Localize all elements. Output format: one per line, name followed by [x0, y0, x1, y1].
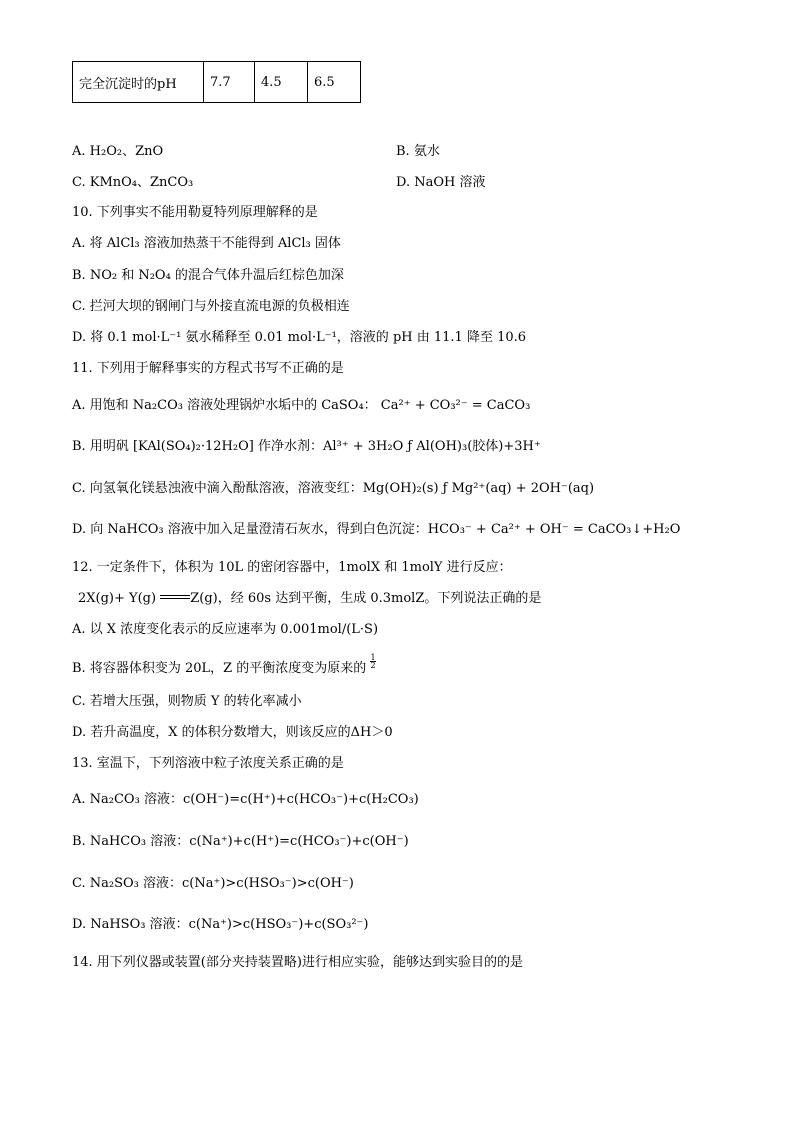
q13-option-a: A. Na₂CO₃ 溶液：c(OH⁻)=c(H⁺)+c(HCO₃⁻)+c(H₂CO₃) — [72, 792, 419, 807]
q11-stem: 11. 下列用于解释事实的方程式书写不正确的是 — [72, 361, 344, 376]
table-value-cell: 4.5 — [255, 62, 308, 103]
q11-option-b: B. 用明矾 [KAl(SO₄)₂·12H₂O] 作净水剂：Al³⁺ + 3H₂O ƒ Al(OH)₃(胶体)+3H⁺ — [72, 439, 541, 454]
q9-option-a: A. H₂O₂、ZnO — [72, 144, 164, 159]
q11-option-c: C. 向氢氧化镁悬浊液中滴入酚酞溶液，溶液变红：Mg(OH)₂(s) ƒ Mg²⁺(aq) + 2OH⁻(aq) — [72, 481, 595, 496]
q12-option-b — [72, 654, 376, 679]
fraction-one-half — [370, 654, 375, 669]
equilibrium-arrow-icon — [160, 591, 190, 603]
q12-equation — [78, 589, 541, 609]
q12-equation-left: 2X(g)+ Y(g) — [78, 591, 157, 606]
q13-option-b: B. NaHCO₃ 溶液：c(Na⁺)+c(H⁺)=c(HCO₃⁻)+c(OH⁻) — [72, 834, 409, 849]
q14-stem: 14. 用下列仪器或装置(部分夹持装置略)进行相应实验，能够达到实验目的的是 — [72, 955, 523, 970]
q12-stem: 12. 一定条件下，体积为 10L 的密闭容器中，1molX 和 1molY 进行反应： — [72, 560, 512, 575]
q10-option-b: B. NO₂ 和 N₂O₄ 的混合气体升温后红棕色加深 — [72, 268, 344, 283]
q12-option-c: C. 若增大压强，则物质 Y 的转化率减小 — [72, 694, 302, 709]
q12-option-d: D. 若升高温度，X 的体积分数增大，则该反应的ΔH＞0 — [72, 725, 393, 740]
q13-option-c: C. Na₂SO₃ 溶液：c(Na⁺)>c(HSO₃⁻)>c(OH⁻) — [72, 876, 354, 891]
q12-option-b-text: B. 将容器体积变为 20L，Z 的平衡浓度变为原来的 — [72, 661, 367, 676]
q13-stem: 13. 室温下，下列溶液中粒子浓度关系正确的是 — [72, 756, 344, 771]
table-label-cell: 完全沉淀时的pH — [73, 62, 204, 103]
q10-option-c: C. 拦河大坝的钢闸门与外接直流电源的负极相连 — [72, 299, 350, 314]
q9-option-c: C. KMnO₄、ZnCO₃ — [72, 175, 194, 190]
table-row — [73, 62, 361, 103]
q12-equation-right: Z(g)，经 60s 达到平衡，生成 0.3molZ。下列说法正确的是 — [190, 591, 542, 606]
q9-option-d: D. NaOH 溶液 — [396, 175, 486, 190]
q11-option-d: D. 向 NaHCO₃ 溶液中加入足量澄清石灰水，得到白色沉淀：HCO₃⁻ + Ca²⁺ + OH⁻ = CaCO₃↓+H₂O — [72, 522, 681, 537]
fraction-numerator: 1 — [370, 653, 376, 662]
q13-option-d: D. NaHSO₃ 溶液：c(Na⁺)>c(HSO₃⁻)+c(SO₃²⁻) — [72, 917, 369, 932]
q10-stem: 10. 下列事实不能用勒夏特列原理解释的是 — [72, 205, 318, 220]
q9-option-b: B. 氨水 — [396, 144, 440, 159]
q10-option-d: D. 将 0.1 mol·L⁻¹ 氨水稀释至 0.01 mol·L⁻¹，溶液的 pH 由 11.1 降至 10.6 — [72, 330, 527, 345]
fraction-denominator: 2 — [370, 661, 376, 670]
table-value-cell: 6.5 — [308, 62, 361, 103]
q11-option-a: A. 用饱和 Na₂CO₃ 溶液处理锅炉水垢中的 CaSO₄： Ca²⁺ + CO₃²⁻ = CaCO₃ — [72, 398, 531, 413]
ph-table — [72, 61, 361, 103]
q12-option-a: A. 以 X 浓度变化表示的反应速率为 0.001mol/(L·S) — [72, 622, 379, 637]
q10-option-a: A. 将 AlCl₃ 溶液加热蒸干不能得到 AlCl₃ 固体 — [72, 236, 341, 251]
table-value-cell: 7.7 — [204, 62, 255, 103]
